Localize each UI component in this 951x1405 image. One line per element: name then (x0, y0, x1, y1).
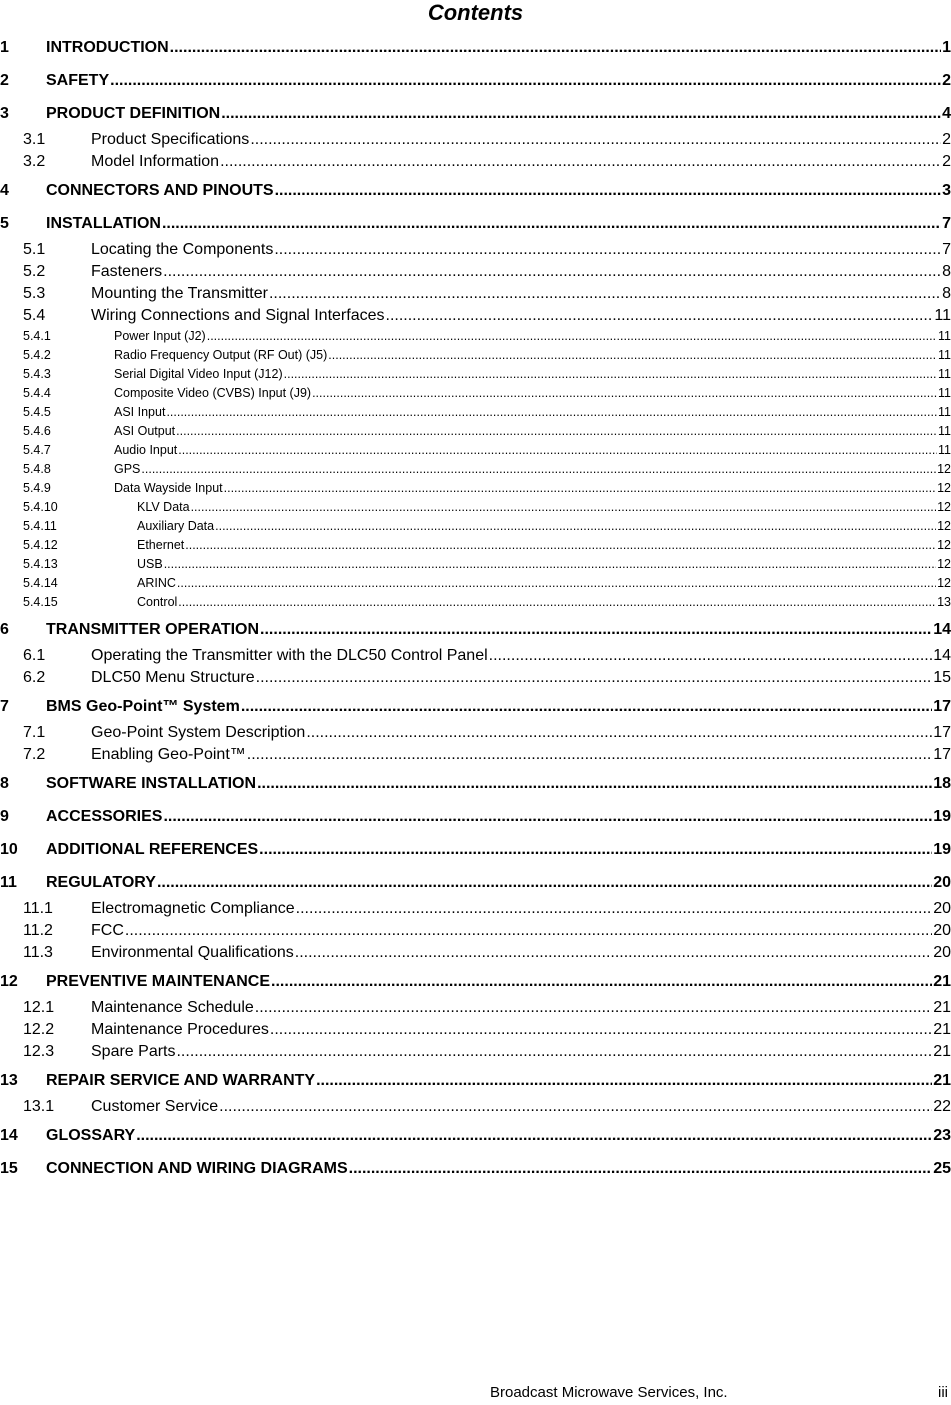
toc-entry[interactable] (0, 574, 951, 593)
toc-entry-title: Geo-Point System Description (91, 722, 306, 744)
toc-entry-title: SAFETY (46, 69, 110, 93)
toc-entry[interactable] (0, 239, 951, 261)
toc-dot-leader (306, 722, 932, 744)
toc-entry-page: 12 (936, 517, 951, 536)
toc-entry-number: 9 (0, 808, 9, 825)
toc-entry-title: CONNECTORS AND PINOUTS (46, 179, 275, 203)
toc-entry[interactable] (0, 1096, 951, 1118)
toc-entry-number: 5.3 (23, 285, 46, 302)
toc-entry-number: 7.1 (23, 724, 46, 741)
toc-entry-number: 5.4.10 (23, 500, 58, 514)
toc-entry[interactable] (0, 365, 951, 384)
toc-entry-page: 20 (932, 898, 951, 920)
toc-entry-title: ACCESSORIES (46, 805, 163, 829)
toc-entry-page: 11 (933, 305, 951, 327)
toc-entry-number: 10 (0, 841, 18, 858)
toc-dot-leader (284, 365, 937, 384)
toc-dot-leader (224, 479, 936, 498)
toc-entry[interactable] (0, 460, 951, 479)
toc-entry-page: 2 (941, 151, 951, 173)
toc-entry-number: 1 (0, 39, 9, 56)
page-footer (0, 1384, 951, 1404)
toc-entry-number: 12.3 (23, 1043, 55, 1060)
toc-dot-leader (257, 772, 932, 796)
toc-entry[interactable] (0, 1019, 951, 1041)
toc-dot-leader (162, 212, 941, 236)
toc-entry[interactable] (0, 645, 951, 667)
toc-dot-leader (241, 695, 932, 719)
toc-dot-leader (274, 239, 941, 261)
toc-entry-page: 19 (932, 838, 951, 862)
toc-entry-number: 5.1 (23, 241, 46, 258)
toc-dot-leader (166, 403, 937, 422)
toc-entry-title: Control (137, 593, 178, 612)
toc-dot-leader (256, 667, 933, 689)
toc-entry-number: 5.4.3 (23, 367, 51, 381)
toc-entry-page: 14 (932, 618, 951, 642)
toc-entry[interactable] (0, 212, 951, 239)
footer-company: Broadcast Microwave Services, Inc. (490, 1384, 728, 1401)
toc-dot-leader (316, 1069, 932, 1093)
toc-entry[interactable] (0, 422, 951, 441)
toc-entry-title: Maintenance Schedule (91, 997, 255, 1019)
toc-title: Contents (427, 0, 524, 25)
toc-entry-title: Wiring Connections and Signal Interfaces (91, 305, 386, 327)
toc-dot-leader (489, 645, 933, 667)
toc-entry-title: Data Wayside Input (114, 479, 224, 498)
toc-dot-leader (177, 574, 936, 593)
toc-entry-title: Operating the Transmitter with the DLC50 Control Panel (91, 645, 489, 667)
toc-entry[interactable] (0, 1124, 951, 1151)
toc-entry[interactable] (0, 970, 951, 997)
toc-entry[interactable] (0, 129, 951, 151)
toc-entry-title: DLC50 Menu Structure (91, 667, 256, 689)
toc-entry-title: Ethernet (137, 536, 185, 555)
toc-entry[interactable] (0, 838, 951, 865)
toc-entry-title: REGULATORY (46, 871, 157, 895)
toc-entry-number: 5.4.7 (23, 443, 51, 457)
toc-dot-leader (349, 1157, 933, 1181)
toc-entry-title: INTRODUCTION (46, 36, 170, 60)
toc-entry-page: 12 (936, 555, 951, 574)
toc-dot-leader (386, 305, 934, 327)
toc-entry[interactable] (0, 722, 951, 744)
toc-entry-page: 11 (937, 441, 951, 460)
toc-entry[interactable] (0, 151, 951, 173)
toc-dot-leader (176, 1041, 932, 1063)
toc-dot-leader (170, 36, 941, 60)
toc-entry-number: 14 (0, 1127, 18, 1144)
toc-entry-page: 4 (941, 102, 951, 126)
toc-entry[interactable] (0, 441, 951, 460)
toc-entry-page: 19 (932, 805, 951, 829)
toc-entry-number: 3.1 (23, 131, 46, 148)
toc-entry-number: 13.1 (23, 1098, 55, 1115)
toc-entry-number: 7 (0, 698, 9, 715)
toc-entry-title: Electromagnetic Compliance (91, 898, 296, 920)
toc-dot-leader (295, 942, 932, 964)
toc-entry-number: 6.1 (23, 647, 46, 664)
toc-entry-title: Model Information (91, 151, 220, 173)
toc-entry-number: 12 (0, 973, 18, 990)
toc-entry-number: 3 (0, 105, 9, 122)
toc-dot-leader (255, 997, 932, 1019)
toc-entry-title: FCC (91, 920, 125, 942)
toc-entry-page: 12 (936, 574, 951, 593)
toc-entry[interactable] (0, 261, 951, 283)
toc-dot-leader (191, 498, 937, 517)
toc-entry-number: 5.4.6 (23, 424, 51, 438)
toc-entry-number: 12.2 (23, 1021, 55, 1038)
toc-entry-page: 2 (941, 69, 951, 93)
toc-entry-title: GPS (114, 460, 141, 479)
toc-entry-page: 12 (936, 460, 951, 479)
toc-entry-page: 11 (937, 384, 951, 403)
toc-entry-number: 5.4.15 (23, 595, 58, 609)
footer-page-number: iii (938, 1384, 948, 1401)
toc-entry[interactable] (0, 498, 951, 517)
toc-entry[interactable] (0, 327, 951, 346)
toc-entry[interactable] (0, 536, 951, 555)
toc-entry-title: Enabling Geo-Point™ (91, 744, 247, 766)
toc-entry-title: PRODUCT DEFINITION (46, 102, 221, 126)
toc-dot-leader (141, 460, 936, 479)
toc-dot-leader (250, 129, 941, 151)
toc-entry-title: Locating the Components (91, 239, 274, 261)
toc-entry-page: 20 (932, 871, 951, 895)
toc-entry-page: 8 (941, 261, 951, 283)
toc-dot-leader (163, 261, 941, 283)
toc-entry-page: 11 (937, 346, 951, 365)
toc-entry[interactable] (0, 695, 951, 722)
toc-entry-title: KLV Data (137, 498, 191, 517)
toc-dot-leader (271, 970, 932, 994)
toc-entry-number: 6 (0, 621, 9, 638)
toc-entry[interactable] (0, 517, 951, 536)
toc-dot-leader (270, 1019, 932, 1041)
toc-entry-title: Serial Digital Video Input (J12) (114, 365, 284, 384)
toc-dot-leader (296, 898, 933, 920)
toc-dot-leader (215, 517, 936, 536)
toc-entry-page: 21 (932, 970, 951, 994)
toc-entry-title: TRANSMITTER OPERATION (46, 618, 260, 642)
toc-entry-number: 5 (0, 215, 9, 232)
toc-entry[interactable] (0, 898, 951, 920)
toc-entry-number: 5.4.5 (23, 405, 51, 419)
toc-entry-number: 13 (0, 1072, 18, 1089)
toc-entry-number: 5.4.9 (23, 481, 51, 495)
toc-entry[interactable] (0, 384, 951, 403)
toc-entry-number: 5.4 (23, 307, 46, 324)
toc-entry-page: 17 (932, 744, 951, 766)
toc-entry-page: 8 (941, 283, 951, 305)
toc-entry-number: 7.2 (23, 746, 46, 763)
toc-entry-page: 23 (932, 1124, 951, 1148)
toc-entry-page: 17 (932, 695, 951, 719)
toc-entry-title: Composite Video (CVBS) Input (J9) (114, 384, 312, 403)
toc-entry[interactable] (0, 479, 951, 498)
toc-entry[interactable] (0, 305, 951, 327)
toc-entry-title: Customer Service (91, 1096, 219, 1118)
toc-entry[interactable] (0, 555, 951, 574)
toc-dot-leader (275, 179, 942, 203)
toc-dot-leader (207, 327, 937, 346)
toc-dot-leader (220, 151, 941, 173)
toc-entry-number: 8 (0, 775, 9, 792)
toc-entry[interactable] (0, 618, 951, 645)
toc-entry-title: Maintenance Procedures (91, 1019, 270, 1041)
toc-entry-number: 5.4.11 (23, 519, 57, 533)
toc-entry[interactable] (0, 1157, 951, 1184)
toc-entry-number: 5.4.1 (23, 329, 51, 343)
toc-entry-title: Spare Parts (91, 1041, 176, 1063)
toc-entry-title: Mounting the Transmitter (91, 283, 269, 305)
toc-dot-leader (136, 1124, 932, 1148)
toc-entry-number: 5.4.13 (23, 557, 58, 571)
toc-dot-leader (164, 555, 936, 574)
toc-entry-page: 1 (941, 36, 951, 60)
toc-dot-leader (259, 838, 932, 862)
toc-entry-page: 13 (936, 593, 951, 612)
toc-entry[interactable] (0, 403, 951, 422)
toc-entry-title: Auxiliary Data (137, 517, 215, 536)
toc-entry-page: 21 (932, 997, 951, 1019)
toc-entry[interactable] (0, 346, 951, 365)
toc-dot-leader (163, 805, 932, 829)
toc-entry-page: 12 (936, 536, 951, 555)
toc-entry-page: 17 (932, 722, 951, 744)
toc-dot-leader (260, 618, 932, 642)
toc-entry-title: USB (137, 555, 164, 574)
toc-entry[interactable] (0, 69, 951, 96)
toc-dot-leader (269, 283, 941, 305)
toc-entry-number: 3.2 (23, 153, 46, 170)
toc-dot-leader (328, 346, 937, 365)
toc-dot-leader (221, 102, 941, 126)
toc-entry-number: 5.4.8 (23, 462, 51, 476)
toc-entry-page: 20 (932, 942, 951, 964)
toc-entry-title: REPAIR SERVICE AND WARRANTY (46, 1069, 316, 1093)
toc-entry[interactable] (0, 283, 951, 305)
toc-entry-number: 11 (0, 874, 17, 891)
toc-entry-title: CONNECTION AND WIRING DIAGRAMS (46, 1157, 349, 1181)
toc-entry-number: 5.4.14 (23, 576, 58, 590)
toc-entry-page: 2 (941, 129, 951, 151)
toc-entry-title: ADDITIONAL REFERENCES (46, 838, 259, 862)
toc-entry-title: Product Specifications (91, 129, 250, 151)
toc-entry-page: 12 (936, 498, 951, 517)
toc-entry-page: 12 (936, 479, 951, 498)
toc-entry-number: 11.1 (23, 900, 53, 917)
toc-entry-page: 11 (937, 403, 951, 422)
toc-entry-title: ASI Output (114, 422, 176, 441)
toc-entry-title: PREVENTIVE MAINTENANCE (46, 970, 271, 994)
toc-entry-number: 5.4.12 (23, 538, 58, 552)
toc-entry[interactable] (0, 744, 951, 766)
toc-entry-title: Fasteners (91, 261, 163, 283)
toc-entry[interactable] (0, 102, 951, 129)
toc-entry[interactable] (0, 1069, 951, 1096)
toc-dot-leader (157, 871, 932, 895)
toc-entry[interactable] (0, 805, 951, 832)
toc-entry[interactable] (0, 36, 951, 63)
toc-entry-number: 15 (0, 1160, 18, 1177)
toc-entry-title: Radio Frequency Output (RF Out) (J5) (114, 346, 328, 365)
toc-entry-page: 18 (932, 772, 951, 796)
toc-entry-number: 12.1 (23, 999, 55, 1016)
toc-entry-title: GLOSSARY (46, 1124, 136, 1148)
toc-entry[interactable] (0, 667, 951, 689)
toc-entry-page: 15 (932, 667, 951, 689)
toc-dot-leader (176, 422, 937, 441)
toc-entry-number: 4 (0, 182, 9, 199)
toc-entry-title: Power Input (J2) (114, 327, 207, 346)
toc-entry-title: ARINC (137, 574, 177, 593)
toc-entry-page: 22 (932, 1096, 951, 1118)
toc-entry-number: 5.2 (23, 263, 46, 280)
toc-entry[interactable] (0, 920, 951, 942)
toc-entry[interactable] (0, 772, 951, 799)
toc-entry-page: 11 (937, 327, 951, 346)
toc-dot-leader (312, 384, 937, 403)
table-of-contents (0, 36, 951, 1184)
toc-entry[interactable] (0, 179, 951, 206)
toc-entry-page: 21 (932, 1041, 951, 1063)
toc-entry-number: 5.4.4 (23, 386, 51, 400)
toc-entry-page: 25 (932, 1157, 951, 1181)
toc-dot-leader (178, 441, 937, 460)
toc-entry-number: 11.3 (23, 944, 53, 961)
toc-entry[interactable] (0, 871, 951, 898)
toc-dot-leader (125, 920, 932, 942)
toc-entry-page: 14 (932, 645, 951, 667)
toc-entry-title: Environmental Qualifications (91, 942, 295, 964)
toc-entry[interactable] (0, 997, 951, 1019)
toc-entry-number: 6.2 (23, 669, 46, 686)
toc-entry-number: 5.4.2 (23, 348, 51, 362)
toc-entry-page: 7 (941, 212, 951, 236)
toc-entry-title: SOFTWARE INSTALLATION (46, 772, 257, 796)
toc-dot-leader (185, 536, 936, 555)
toc-entry[interactable] (0, 593, 951, 612)
toc-entry-page: 20 (932, 920, 951, 942)
toc-entry-title: ASI Input (114, 403, 166, 422)
toc-entry-title: Audio Input (114, 441, 178, 460)
toc-dot-leader (178, 593, 936, 612)
toc-dot-leader (219, 1096, 932, 1118)
toc-entry-title: INSTALLATION (46, 212, 162, 236)
toc-entry-number: 2 (0, 72, 9, 89)
toc-entry-page: 7 (941, 239, 951, 261)
toc-entry[interactable] (0, 1041, 951, 1063)
toc-entry-number: 11.2 (23, 922, 53, 939)
toc-entry-page: 21 (932, 1069, 951, 1093)
toc-entry[interactable] (0, 942, 951, 964)
toc-entry-page: 21 (932, 1019, 951, 1041)
toc-dot-leader (247, 744, 932, 766)
toc-entry-page: 11 (937, 365, 951, 384)
toc-entry-page: 3 (941, 179, 951, 203)
toc-dot-leader (110, 69, 941, 93)
toc-entry-title: BMS Geo-Point™ System (46, 695, 241, 719)
toc-entry-page: 11 (937, 422, 951, 441)
